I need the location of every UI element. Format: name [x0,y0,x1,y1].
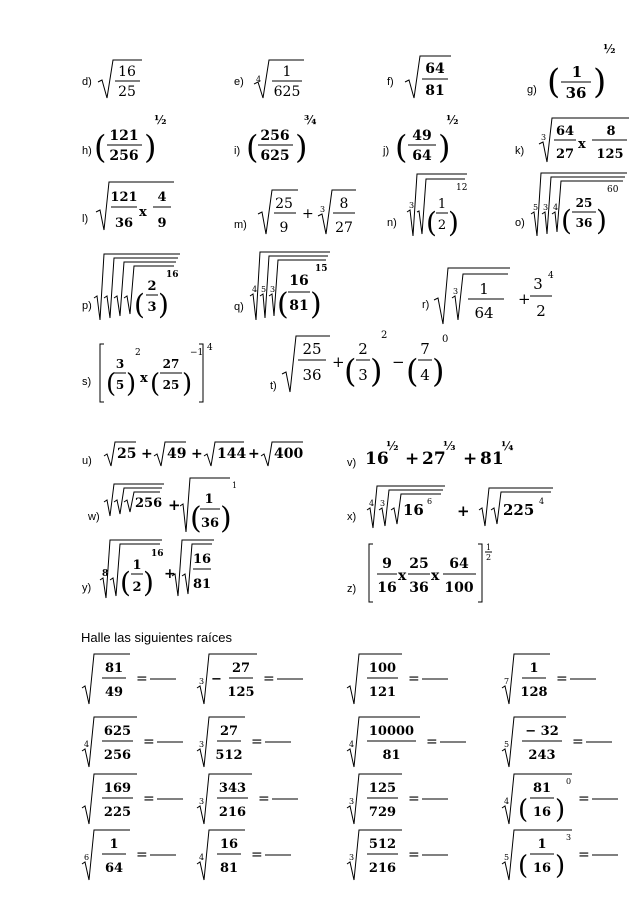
e1: 2 [135,348,141,358]
exercise-r [420,262,560,332]
i3: 4 [553,203,559,212]
equals-sign: = [251,734,263,750]
d3: 4 [420,366,430,384]
num: 1 [479,280,489,298]
y-num2: 16 [192,552,212,567]
label-i: i) [234,145,241,157]
paren-right: ) [596,204,607,237]
exercise-h [80,110,180,170]
paren-left: ( [406,352,419,390]
den2: 125 [596,147,624,162]
den1: 27 [555,147,575,162]
z-op1: x [398,568,407,584]
paren-left: ( [561,204,572,237]
sign: − [211,672,222,687]
equals-sign: = [556,671,568,687]
paren-right: ) [593,62,607,102]
paren-left: ( [150,369,161,399]
exercise-d [80,52,150,106]
root-num: 81 [104,661,124,676]
root-den: 16 [532,805,552,820]
root-den: 243 [528,748,556,763]
equals-sign: = [136,671,148,687]
paren-right: ) [295,128,308,166]
u-op3: + [248,446,260,462]
den1: 36 [114,216,134,231]
root-index: 6 [84,853,90,862]
label-e: e) [234,76,244,88]
den: 2 [437,218,447,233]
exercise-t [268,328,458,400]
root-num: − 32 [525,724,559,739]
label-w: w) [88,511,100,523]
v-op2: + [463,449,478,469]
exp: ½ [446,113,459,127]
op1: + [332,353,345,371]
root-index: 3 [349,853,355,862]
v-b3: 81 [480,449,504,469]
root-exercise [345,650,480,710]
root-exercise [195,826,330,886]
label-v: v) [347,457,357,469]
exercise-l [80,178,180,238]
den: 64 [474,304,494,322]
exercise-e [232,52,312,106]
exercise-q [232,248,337,328]
label-t: t) [270,380,277,392]
equals-sign: = [263,671,275,687]
paren-left: ( [547,62,561,102]
den2: 27 [335,220,353,236]
label-f: f) [387,76,394,88]
equals-sign: = [143,791,155,807]
label-p: p) [82,300,92,312]
u-op1: + [141,446,153,462]
z-ed: 2 [486,553,492,562]
root-num: 169 [103,781,132,796]
equals-sign: = [578,847,590,863]
num2: 8 [606,124,616,139]
paren-right: ) [370,352,383,390]
n1: 3 [115,357,125,371]
d2: 3 [358,366,368,384]
num: 49 [412,128,432,144]
den: 25 [118,84,136,100]
z-op2: x [431,568,440,584]
v-b1: 16 [365,449,389,469]
label-u: u) [82,455,92,467]
num: 1 [282,64,292,80]
exercise-p [80,250,190,326]
root-exercise [195,650,330,710]
root-index: 5 [504,853,510,862]
num1: 64 [555,124,575,139]
equals-sign: = [408,671,420,687]
root-exercise [345,713,480,773]
paren-left: ( [94,128,107,166]
u-c: 144 [217,446,247,462]
root-index: 3 [199,740,205,749]
root-exercise [195,713,330,773]
root-exercise [500,826,635,886]
label-k: k) [515,145,525,157]
y-den1: 2 [132,580,142,595]
index: 4 [256,75,262,84]
root-exercise [345,770,480,830]
paren-left: ( [426,206,437,239]
n2: 27 [162,357,180,371]
x-e1: 6 [427,497,433,506]
equals-sign: = [143,734,155,750]
e3: 0 [442,334,449,345]
num: 1 [437,197,447,212]
d1: 36 [302,366,322,384]
exercise-u [80,436,320,476]
root-exercise [500,713,635,773]
y-exp: 16 [151,549,164,559]
root-den: 16 [532,861,552,876]
d2: 25 [162,378,180,392]
root-num: 16 [219,837,239,852]
num2: 8 [339,196,349,212]
w-exp: 1 [232,481,238,490]
root-den: 125 [227,685,255,700]
exercise-w [80,476,250,540]
bden: 2 [536,302,546,320]
bexp: 4 [548,271,554,281]
label-h: h) [82,145,92,157]
z-n1: 9 [382,556,392,572]
den: 81 [289,298,309,314]
v-e1: ½ [386,439,399,453]
paren-left: ( [518,851,529,881]
x-op: + [457,502,470,520]
paren-right: ) [438,128,451,166]
equals-sign: = [251,847,263,863]
num1: 25 [275,196,293,212]
root-index: 4 [504,797,510,806]
den: 36 [575,216,593,230]
exp: ¾ [304,113,317,127]
paren-right: ) [555,851,566,881]
root-den: 128 [520,685,548,700]
z-n2: 25 [409,556,429,572]
paren-left: ( [190,501,202,536]
w-op: + [168,496,181,514]
equals-sign: = [408,847,420,863]
u-d: 400 [274,446,304,462]
paren-right: ) [144,128,157,166]
paren-right: ) [432,352,445,390]
den: 256 [109,148,139,164]
i2: 3 [543,203,549,212]
root-den: 216 [368,861,397,876]
z-d2: 36 [409,580,429,596]
den2: 9 [157,216,167,231]
paren-left: ( [518,795,529,825]
v-op1: + [405,449,420,469]
root-num: 10000 [368,724,415,739]
root-num: 100 [368,661,397,676]
exercise-z [345,540,505,610]
paren-left: ( [120,566,131,599]
equals-sign: = [136,847,148,863]
paren-right: ) [182,369,193,399]
z-en: 1 [486,543,492,552]
label-q: q) [234,301,244,313]
paren-right: ) [126,369,137,399]
label-r: r) [422,299,430,311]
num: 64 [425,61,445,77]
root-num: 1 [109,837,119,852]
x-b1: 16 [403,501,424,519]
i3: 3 [270,285,276,294]
base: 3 [533,275,543,293]
paren-left: ( [134,288,145,321]
u-b: 49 [167,446,187,462]
label-d: d) [82,76,92,88]
root-index: 4 [199,853,205,862]
root-index: 5 [504,740,510,749]
root-den: 225 [103,805,132,820]
root-exp: 3 [566,833,572,842]
label-o: o) [515,217,525,229]
paren-left: ( [246,128,259,166]
equals-sign: = [408,791,420,807]
root-den: 729 [368,805,397,820]
num: 2 [147,279,157,294]
exercise-v [345,428,545,476]
n3: 7 [420,340,430,358]
num: 16 [289,273,309,289]
paren-left: ( [277,287,289,322]
paren-right: ) [555,795,566,825]
z-n3: 64 [449,556,469,572]
paren-left: ( [344,352,357,390]
den: 3 [147,300,157,315]
paren-right: ) [158,288,169,321]
y-num1: 1 [132,558,142,573]
u-op2: + [191,446,203,462]
root-num: 27 [219,724,239,739]
den1: 9 [279,220,289,236]
equals-sign: = [572,734,584,750]
i1: 4 [252,285,258,294]
root-den: 256 [103,748,132,763]
i1: 5 [533,203,539,212]
w-den: 36 [200,516,220,531]
num: 256 [260,128,290,144]
exp: 12 [456,183,468,193]
index: 3 [453,287,459,296]
exp: 15 [315,264,328,274]
d1: 5 [115,378,125,392]
num1: 121 [110,190,138,205]
root-exp: 0 [566,777,572,786]
exp: ½ [154,113,167,127]
exercise-o [515,170,633,244]
den: 625 [273,84,301,100]
e2: −1 [190,348,204,358]
den: 625 [260,148,290,164]
root-num: 343 [218,781,247,796]
root-exercise [500,650,635,710]
root-num: 27 [231,661,251,676]
v-e2: ⅓ [443,439,456,453]
index: 3 [541,133,547,142]
exercise-i [232,110,332,170]
exercise-y [80,536,230,606]
op: + [518,290,531,308]
root-exercise [500,770,635,830]
label-x: x) [347,511,357,523]
op: x [140,371,148,386]
x-i2: 3 [380,499,386,508]
v-e3: ¼ [501,439,514,453]
label-l: l) [82,213,89,225]
exercise-m [232,184,362,244]
equals-sign: = [258,791,270,807]
num: 121 [109,128,139,144]
label-n: n) [387,217,397,229]
exercise-g [525,35,615,105]
root-index: 7 [504,677,510,686]
root-index: 4 [349,740,355,749]
section-title: Halle las siguientes raíces [81,630,233,645]
exercise-s [80,340,225,412]
root-index: 3 [199,797,205,806]
root-exercise [195,770,330,830]
paren-right: ) [143,566,154,599]
den: 81 [425,83,445,99]
exercise-n [385,170,475,244]
label-g: g) [527,84,537,96]
num: 16 [118,64,136,80]
root-index: 3 [349,797,355,806]
paren-left: ( [395,128,408,166]
num: 25 [575,196,593,210]
root-den: 81 [219,861,239,876]
root-den: 49 [104,685,124,700]
exercise-f [385,52,465,106]
root-num: 512 [368,837,397,852]
exercise-k [515,110,633,170]
root-num: 1 [537,837,547,852]
exp: ½ [603,42,616,56]
w-a: 256 [135,496,163,511]
x-b2: 225 [503,501,535,519]
outer: 4 [207,343,213,353]
exp: 16 [166,270,179,280]
e2: 2 [381,330,388,341]
root-den: 216 [218,805,247,820]
exp: 60 [607,185,619,195]
equals-sign: = [426,734,438,750]
paren-left: ( [106,369,117,399]
den: 36 [565,84,587,102]
y-den2: 81 [192,577,212,592]
op2: − [392,353,405,371]
w-num: 1 [204,492,214,507]
root-den: 64 [104,861,124,876]
root-den: 81 [382,748,401,763]
root-exercise [345,826,480,886]
equals-sign: = [578,791,590,807]
op: x [578,137,586,152]
v-b2: 27 [422,449,446,469]
z-d1: 16 [377,580,397,596]
root-num: 625 [103,724,132,739]
root-num: 81 [532,781,552,796]
label-j: j) [383,145,390,157]
paren-right: ) [220,501,232,536]
y-op: + [164,566,176,582]
exercise-x [345,482,565,536]
paren-right: ) [448,206,459,239]
num2: 4 [157,190,167,205]
root-index: 3 [199,677,205,686]
num: 1 [571,63,583,81]
z-d3: 100 [444,580,474,596]
root-num: 125 [368,781,397,796]
index: 3 [320,205,326,214]
u-a: 25 [117,446,137,462]
root-den: 512 [215,748,243,763]
label-m: m) [234,219,247,231]
label-y: y) [82,582,92,594]
n2: 2 [358,340,368,358]
paren-right: ) [310,287,322,322]
exercise-j [385,110,475,170]
index: 3 [409,201,415,210]
x-e2: 4 [539,497,545,506]
n1: 25 [302,340,322,358]
root-den: 121 [368,685,397,700]
op: + [302,206,314,222]
root-index: 4 [84,740,90,749]
y-index: 8 [102,569,109,579]
label-s: s) [82,376,92,388]
x-i1: 4 [369,499,375,508]
op: x [139,205,147,220]
den: 64 [412,148,432,164]
root-num: 1 [529,661,539,676]
label-z: z) [347,583,357,595]
i2: 5 [261,285,267,294]
